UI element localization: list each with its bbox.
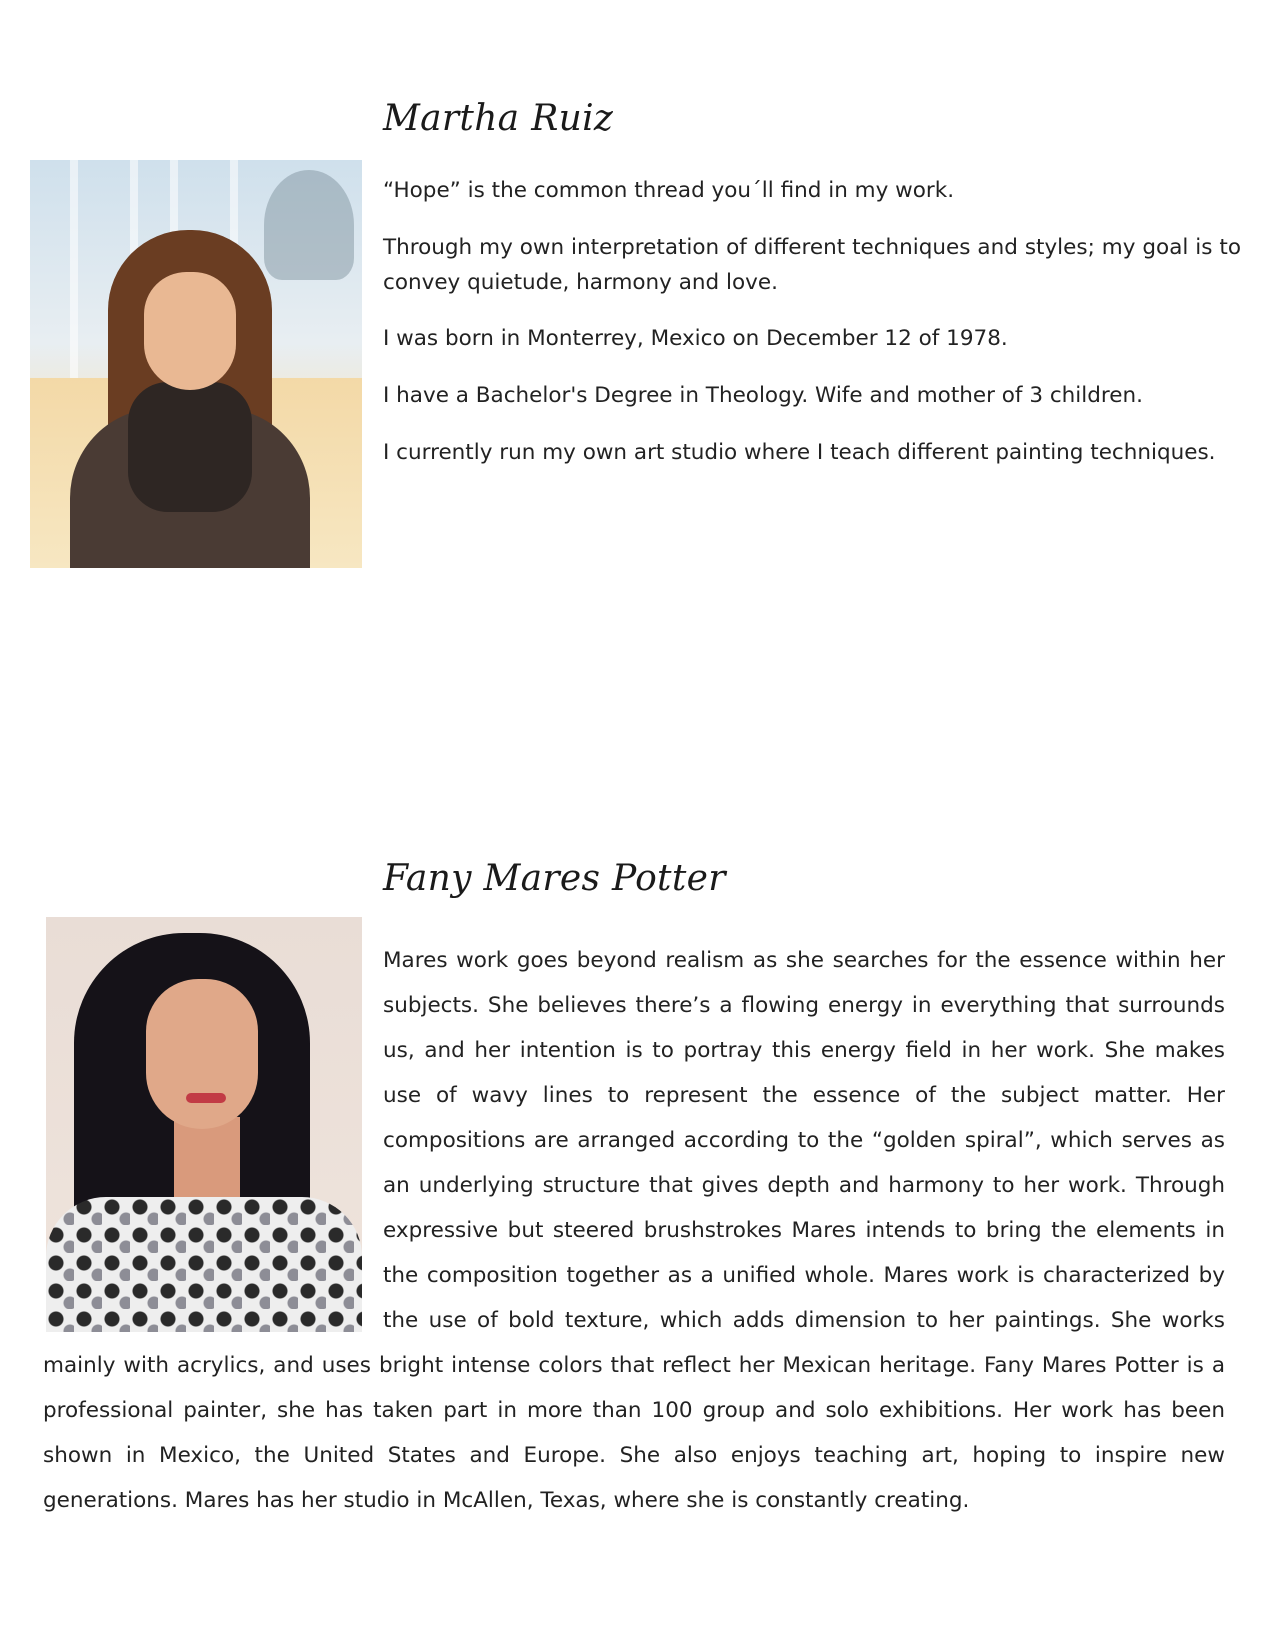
portrait-photo-martha-ruiz xyxy=(30,160,362,568)
artist-bio-martha-ruiz xyxy=(383,174,1241,493)
bio-paragraph: Through my own interpretation of different techniques and styles; my goal is to convey quietude, harmony and love. xyxy=(383,234,1241,295)
bio-paragraph: I currently run my own art studio where I teach different painting techniques. xyxy=(383,440,1216,466)
bio-paragraph: I was born in Monterrey, Mexico on December 12 of 1978. xyxy=(383,326,1008,352)
artist-name-fany-mares-potter: Fany Mares Potter xyxy=(383,858,726,899)
bio-paragraph: I have a Bachelor's Degree in Theology. Wife and mother of 3 children. xyxy=(383,383,1143,409)
artist-bio-fany-mares-potter xyxy=(43,938,1225,1523)
bio-paragraph: Mares work goes beyond realism as she searches for the essence within her subjects. She believes there’s a flowing energy in everything that surrounds us, and her intention is to portray this energy field in her work. She makes use of wavy lines to represent the essence of the subject matter. Her compositions are arranged according to the “golden spiral”, which serves as an underlying structure that gives depth and harmony to her work. Through expressive but steered brushstrokes Mares intends to bring the elements in the composition together as a unified whole. Mares work is characterized by the use of bold texture, which adds dimension to her paintings. She works mainly with acrylics, and uses bright intense colors that reflect her Mexican heritage. Fany Mares Potter is a professional painter, she has taken part in more than 100 group and solo exhibitions. Her work has been shown in Mexico, the United States and Europe. She also enjoys teaching art, hoping to inspire new generations. Mares has her studio in McAllen, Texas, where she is constantly creating. xyxy=(43,948,1225,1513)
artist-name-martha-ruiz: Martha Ruiz xyxy=(383,98,614,139)
bio-paragraph: “Hope” is the common thread you´ll find in my work. xyxy=(383,178,955,203)
